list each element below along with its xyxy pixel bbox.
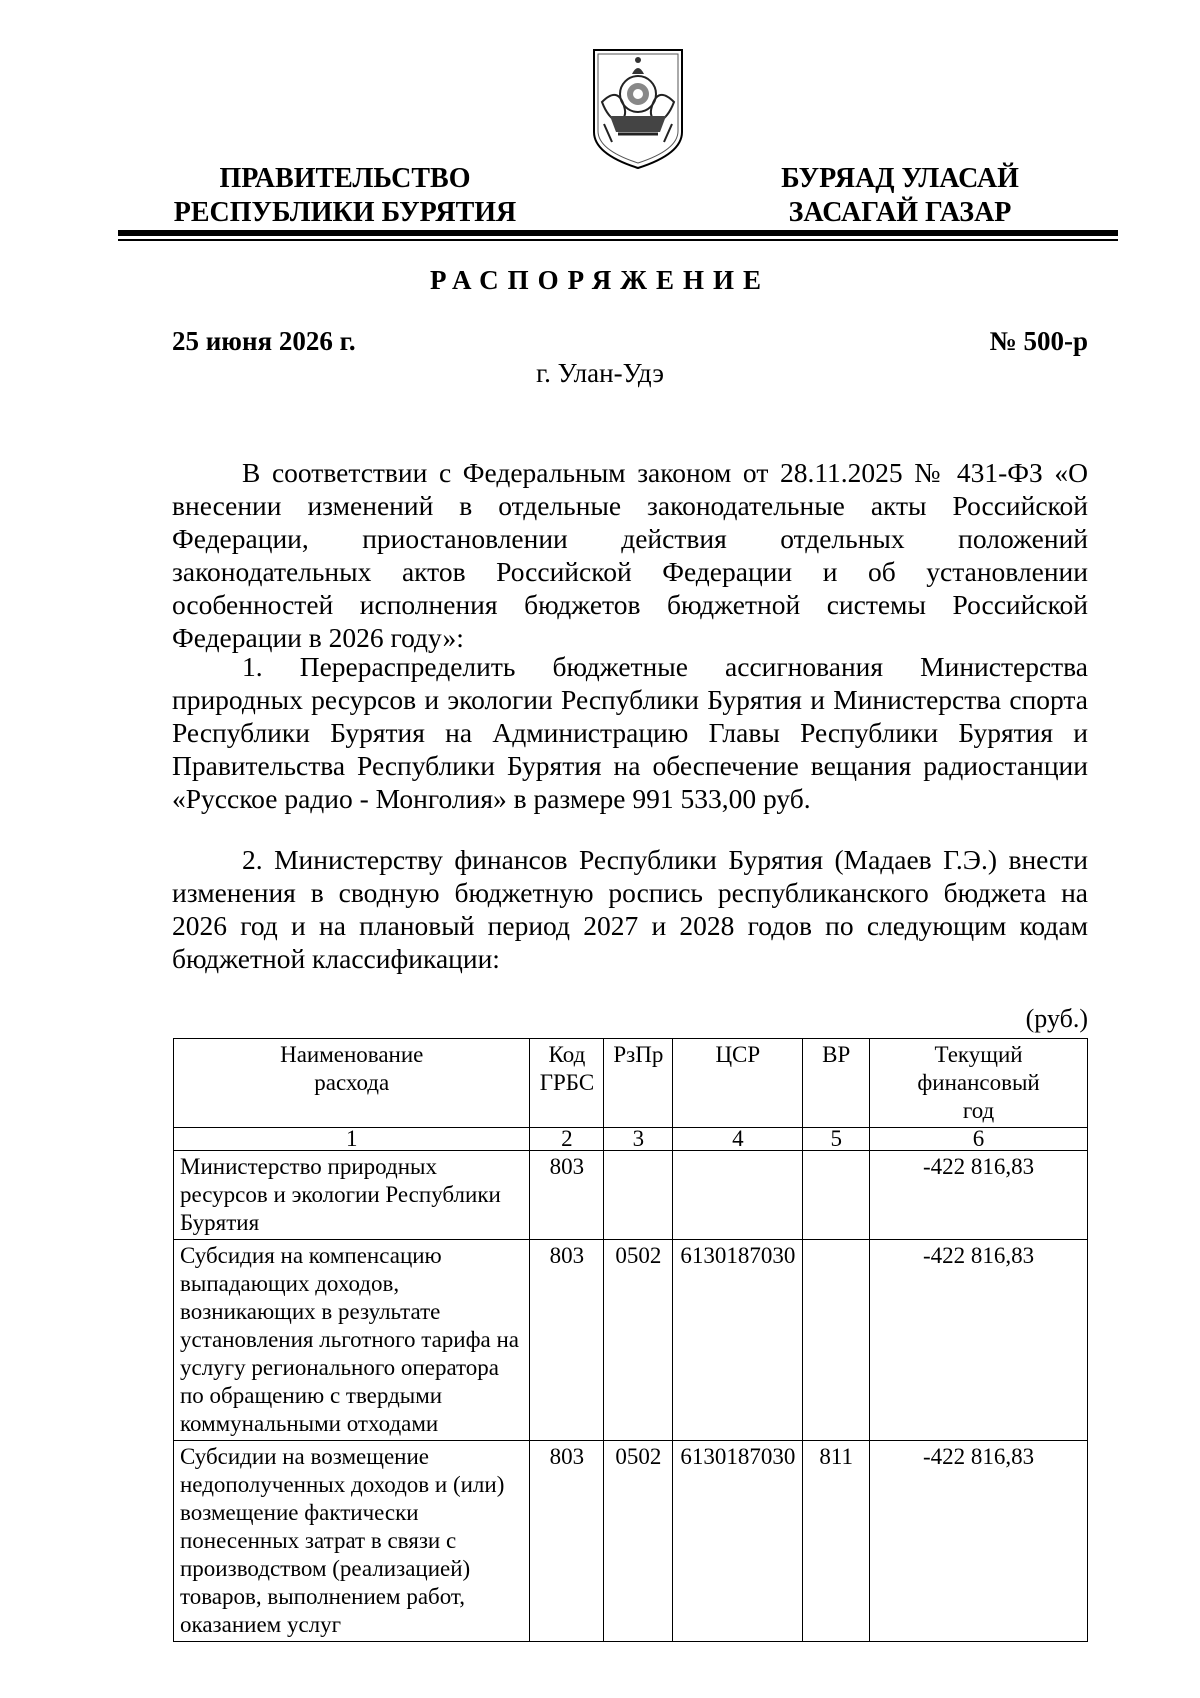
row-amount: -422 816,83 (870, 1151, 1088, 1240)
header-csr: ЦСР (673, 1039, 803, 1128)
table-column-numbers-row (174, 1128, 1088, 1151)
row-grbs: 803 (530, 1441, 604, 1642)
header-amount: Текущий финансовый год (870, 1039, 1088, 1128)
row-amount: -422 816,83 (870, 1441, 1088, 1642)
document-type: РАСПОРЯЖЕНИЕ (429, 265, 771, 295)
row-rzpr (604, 1151, 673, 1240)
row-grbs: 803 (530, 1240, 604, 1441)
document-date: 25 июня 2026 г. (172, 326, 356, 356)
org-right-line1: БУРЯАД УЛАСАЙ (781, 163, 1019, 194)
row-rzpr: 0502 (604, 1240, 673, 1441)
header-divider-thin (118, 239, 1118, 241)
column-number: 3 (604, 1128, 673, 1151)
table-header-row (174, 1039, 1088, 1128)
org-name-buryat (740, 162, 1060, 230)
budget-table (173, 1038, 1088, 1642)
header-name: Наименование расхода (174, 1039, 530, 1128)
row-amount: -422 816,83 (870, 1240, 1088, 1441)
header-grbs: Код ГРБС (530, 1039, 604, 1128)
document-city: г. Улан-Удэ (536, 358, 664, 388)
column-number: 1 (174, 1128, 530, 1151)
column-number: 6 (870, 1128, 1088, 1151)
table-row (174, 1441, 1088, 1642)
row-csr: 6130187030 (673, 1441, 803, 1642)
table-row (174, 1151, 1088, 1240)
row-rzpr: 0502 (604, 1441, 673, 1642)
header-vr: ВР (803, 1039, 870, 1128)
row-vr (803, 1240, 870, 1441)
row-name: Субсидии на возмещение недополученных доходов и (или) возмещение фактически понесенных затрат в связи с производством (реализацией) товаров, выполнением работ, оказанием услуг (174, 1441, 530, 1642)
item-2-paragraph: 2. Министерству финансов Республики Бурятия (Мадаев Г.Э.) внести изменения в сводную бюджетную роспись республиканского бюджета на 2026 год и на плановый период 2027 и 2028 годов по следующим кодам бюджетной классификации: (172, 844, 1088, 974)
row-name: Министерство природных ресурсов и экологии Республики Бурятия (174, 1151, 530, 1240)
row-csr: 6130187030 (673, 1240, 803, 1441)
document-number: № 500-р (989, 326, 1088, 356)
row-vr: 811 (803, 1441, 870, 1642)
preamble-paragraph: В соответствии с Федеральным законом от 28.11.2025 № 431-ФЗ «О внесении изменений в отдельные законодательные акты Российской Федерации, приостановлении действия отдельных положений законодательных актов Российской Федерации и об установлении особенностей исполнения бюджетов бюджетной системы Российской Федерации в 2026 году»: (172, 457, 1088, 653)
row-name: Субсидия на компенсацию выпадающих доходов, возникающих в результате установления льготного тарифа на услугу регионального оператора по обращению с твердыми коммунальными отходами (174, 1240, 530, 1441)
header-divider-thick (118, 230, 1118, 236)
org-left-line2: РЕСПУБЛИКИ БУРЯТИЯ (173, 197, 517, 228)
org-left-line1: ПРАВИТЕЛЬСТВО (219, 163, 471, 194)
table-row (174, 1240, 1088, 1441)
column-number: 4 (673, 1128, 803, 1151)
row-csr (673, 1151, 803, 1240)
column-number: 2 (530, 1128, 604, 1151)
header-rzpr: РзПр (604, 1039, 673, 1128)
table-units: (руб.) (1025, 1004, 1088, 1033)
row-grbs: 803 (530, 1151, 604, 1240)
item-1-paragraph: 1. Перераспределить бюджетные ассигнования Министерства природных ресурсов и экологии Республики Бурятия и Министерства спорта Республики Бурятия на Администрацию Главы Республики Бурятия и Правительства Республики Бурятия на обеспечение вещания радиостанции «Русское радио - Монголия» в размере 991 533,00 руб. (172, 651, 1088, 814)
row-vr (803, 1151, 870, 1240)
org-right-line2: ЗАСАГАЙ ГАЗАР (788, 197, 1012, 228)
coat-of-arms-icon (588, 46, 688, 172)
org-name-russian (165, 162, 525, 230)
column-number: 5 (803, 1128, 870, 1151)
